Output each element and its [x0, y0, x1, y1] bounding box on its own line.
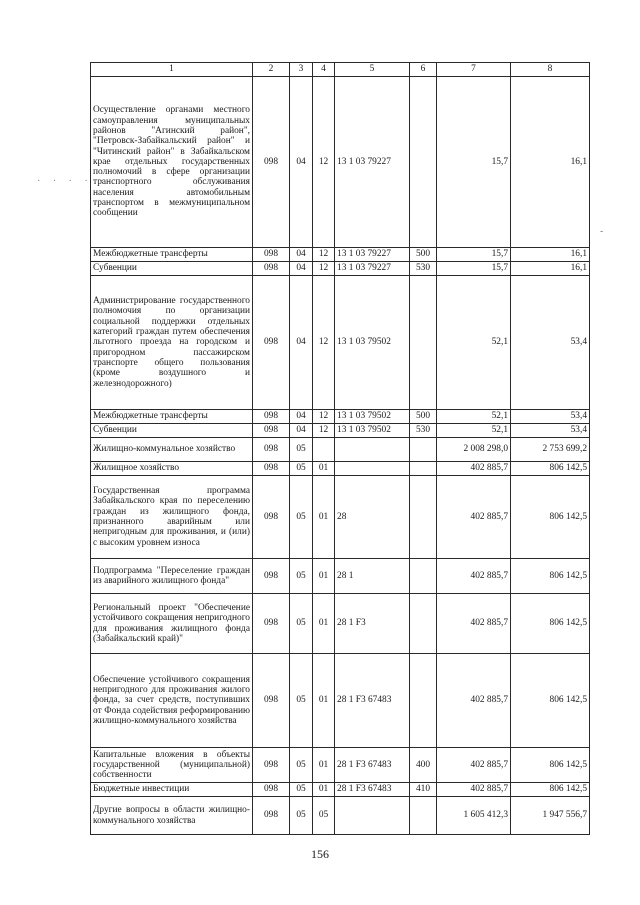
- margin-mark: -: [600, 226, 604, 237]
- amount-year2-cell: 16,1: [511, 77, 590, 248]
- amount-year1-cell: 402 885,7: [437, 654, 511, 748]
- subsection-cell: 05: [313, 797, 335, 835]
- ministry-code-cell: 098: [253, 410, 290, 424]
- ministry-code-cell: 098: [253, 594, 290, 654]
- expense-type-cell: [410, 77, 437, 248]
- amount-year2-cell: 53,4: [511, 410, 590, 424]
- target-article-cell: 28 1: [335, 559, 410, 594]
- ministry-code-cell: 098: [253, 262, 290, 276]
- target-article-cell: 13 1 03 79502: [335, 410, 410, 424]
- name-cell: Межбюджетные трансферты: [91, 248, 253, 262]
- amount-year2-cell: 806 142,5: [511, 476, 590, 559]
- name-cell: Обеспечение устойчивого сокращения непригодного для проживания жилого фонда, за счет средств, поступивших от Фонда содействия реформированию жилищно-коммунального хозяйства: [91, 654, 253, 748]
- table-row: [91, 424, 590, 438]
- amount-year1-cell: 15,7: [437, 77, 511, 248]
- section-cell: 05: [290, 748, 313, 783]
- amount-year1-cell: 15,7: [437, 248, 511, 262]
- header-cell: 3: [290, 63, 313, 77]
- target-article-cell: 13 1 03 79502: [335, 424, 410, 438]
- name-cell: Бюджетные инвестиции: [91, 783, 253, 797]
- section-cell: 04: [290, 424, 313, 438]
- expense-type-cell: [410, 276, 437, 410]
- target-article-cell: 13 1 03 79502: [335, 276, 410, 410]
- name-cell: Другие вопросы в области жилищно-коммунального хозяйства: [91, 797, 253, 835]
- section-cell: 05: [290, 594, 313, 654]
- table-row: [91, 594, 590, 654]
- name-cell: Региональный проект "Обеспечение устойчивого сокращения непригодного для проживания жилищного фонда (Забайкальский край)": [91, 594, 253, 654]
- table-row: [91, 77, 590, 248]
- section-cell: 05: [290, 462, 313, 476]
- expense-type-cell: 400: [410, 748, 437, 783]
- table-row: [91, 783, 590, 797]
- table-row: [91, 262, 590, 276]
- name-cell: Осуществление органами местного самоуправления муниципальных районов "Агинский район", "Петровск-Забайкальский район" и "Читинский район" в Забайкальском крае отдельных государственных полномочий в сфере организации транспортного обслуживания населения автомобильным транспортом в межмуниципальном сообщении: [91, 77, 253, 248]
- header-cell: 4: [313, 63, 335, 77]
- section-cell: 04: [290, 248, 313, 262]
- table-row: [91, 248, 590, 262]
- amount-year2-cell: 16,1: [511, 248, 590, 262]
- table-row: [91, 559, 590, 594]
- table-row: [91, 462, 590, 476]
- ministry-code-cell: 098: [253, 462, 290, 476]
- subsection-cell: 01: [313, 462, 335, 476]
- amount-year2-cell: 53,4: [511, 276, 590, 410]
- target-article-cell: 28 1 F3 67483: [335, 654, 410, 748]
- subsection-cell: 12: [313, 276, 335, 410]
- table-row: [91, 748, 590, 783]
- ministry-code-cell: 098: [253, 424, 290, 438]
- section-cell: 04: [290, 410, 313, 424]
- amount-year1-cell: 52,1: [437, 276, 511, 410]
- subsection-cell: 01: [313, 748, 335, 783]
- table-header-row: [91, 63, 590, 77]
- amount-year1-cell: 52,1: [437, 410, 511, 424]
- name-cell: Подпрограмма "Переселение граждан из аварийного жилищного фонда": [91, 559, 253, 594]
- subsection-cell: 12: [313, 262, 335, 276]
- amount-year2-cell: 806 142,5: [511, 783, 590, 797]
- expense-type-cell: [410, 462, 437, 476]
- name-cell: Жилищное хозяйство: [91, 462, 253, 476]
- table-row: [91, 476, 590, 559]
- amount-year1-cell: 1 605 412,3: [437, 797, 511, 835]
- expense-type-cell: 500: [410, 248, 437, 262]
- expense-type-cell: [410, 438, 437, 462]
- expense-type-cell: [410, 797, 437, 835]
- expense-type-cell: 410: [410, 783, 437, 797]
- name-cell: Капитальные вложения в объекты государственной (муниципальной) собственности: [91, 748, 253, 783]
- page-number: 156: [311, 847, 329, 861]
- amount-year2-cell: 53,4: [511, 424, 590, 438]
- margin-dots: · · · · ·: [37, 176, 109, 187]
- subsection-cell: [313, 438, 335, 462]
- section-cell: 05: [290, 797, 313, 835]
- expense-type-cell: [410, 654, 437, 748]
- header-cell: 6: [410, 63, 437, 77]
- amount-year1-cell: 52,1: [437, 424, 511, 438]
- target-article-cell: [335, 438, 410, 462]
- target-article-cell: 28 1 F3: [335, 594, 410, 654]
- table-row: [91, 654, 590, 748]
- ministry-code-cell: 098: [253, 276, 290, 410]
- expense-type-cell: [410, 476, 437, 559]
- target-article-cell: 13 1 03 79227: [335, 77, 410, 248]
- subsection-cell: 01: [313, 783, 335, 797]
- header-cell: 7: [437, 63, 511, 77]
- section-cell: 04: [290, 276, 313, 410]
- target-article-cell: 13 1 03 79227: [335, 262, 410, 276]
- subsection-cell: 01: [313, 594, 335, 654]
- header-cell: 8: [511, 63, 590, 77]
- target-article-cell: 28 1 F3 67483: [335, 748, 410, 783]
- name-cell: Субвенции: [91, 262, 253, 276]
- name-cell: Межбюджетные трансферты: [91, 410, 253, 424]
- name-cell: Государственная программа Забайкальского края по переселению граждан из жилищного фонда, признанного аварийным или непригодным для проживания, и (или) с высоким уровнем износа: [91, 476, 253, 559]
- subsection-cell: 12: [313, 77, 335, 248]
- budget-table: [90, 62, 590, 835]
- target-article-cell: [335, 797, 410, 835]
- subsection-cell: 12: [313, 424, 335, 438]
- amount-year1-cell: 402 885,7: [437, 594, 511, 654]
- section-cell: 05: [290, 438, 313, 462]
- amount-year1-cell: 402 885,7: [437, 748, 511, 783]
- section-cell: 05: [290, 476, 313, 559]
- amount-year2-cell: 806 142,5: [511, 462, 590, 476]
- target-article-cell: 13 1 03 79227: [335, 248, 410, 262]
- amount-year2-cell: 2 753 699,2: [511, 438, 590, 462]
- expense-type-cell: 500: [410, 410, 437, 424]
- amount-year2-cell: 16,1: [511, 262, 590, 276]
- subsection-cell: 01: [313, 559, 335, 594]
- name-cell: Субвенции: [91, 424, 253, 438]
- expense-type-cell: [410, 559, 437, 594]
- amount-year2-cell: 806 142,5: [511, 559, 590, 594]
- header-cell: 2: [253, 63, 290, 77]
- ministry-code-cell: 098: [253, 797, 290, 835]
- subsection-cell: 12: [313, 410, 335, 424]
- amount-year1-cell: 2 008 298,0: [437, 438, 511, 462]
- name-cell: Жилищно-коммунальное хозяйство: [91, 438, 253, 462]
- amount-year2-cell: 806 142,5: [511, 654, 590, 748]
- name-cell: Администрирование государственного полномочия по организации социальной поддержки отдельных категорий граждан путем обеспечения льготного проезда на городском и пригородном пассажирском транспорте общего пользования (кроме воздушного и железнодорожного): [91, 276, 253, 410]
- section-cell: 04: [290, 262, 313, 276]
- expense-type-cell: 530: [410, 424, 437, 438]
- section-cell: 04: [290, 77, 313, 248]
- section-cell: 05: [290, 654, 313, 748]
- expense-type-cell: 530: [410, 262, 437, 276]
- target-article-cell: 28 1 F3 67483: [335, 783, 410, 797]
- ministry-code-cell: 098: [253, 476, 290, 559]
- ministry-code-cell: 098: [253, 559, 290, 594]
- table-row: [91, 410, 590, 424]
- header-cell: 1: [91, 63, 253, 77]
- subsection-cell: 01: [313, 476, 335, 559]
- amount-year1-cell: 15,7: [437, 262, 511, 276]
- amount-year1-cell: 402 885,7: [437, 462, 511, 476]
- amount-year2-cell: 806 142,5: [511, 748, 590, 783]
- ministry-code-cell: 098: [253, 77, 290, 248]
- expense-type-cell: [410, 594, 437, 654]
- ministry-code-cell: 098: [253, 783, 290, 797]
- section-cell: 05: [290, 783, 313, 797]
- ministry-code-cell: 098: [253, 654, 290, 748]
- ministry-code-cell: 098: [253, 438, 290, 462]
- table-row: [91, 438, 590, 462]
- table-row: [91, 276, 590, 410]
- subsection-cell: 12: [313, 248, 335, 262]
- target-article-cell: 28: [335, 476, 410, 559]
- target-article-cell: [335, 462, 410, 476]
- section-cell: 05: [290, 559, 313, 594]
- ministry-code-cell: 098: [253, 748, 290, 783]
- ministry-code-cell: 098: [253, 248, 290, 262]
- amount-year1-cell: 402 885,7: [437, 783, 511, 797]
- amount-year1-cell: 402 885,7: [437, 559, 511, 594]
- amount-year2-cell: 1 947 556,7: [511, 797, 590, 835]
- amount-year2-cell: 806 142,5: [511, 594, 590, 654]
- table-row: [91, 797, 590, 835]
- subsection-cell: 01: [313, 654, 335, 748]
- header-cell: 5: [335, 63, 410, 77]
- amount-year1-cell: 402 885,7: [437, 476, 511, 559]
